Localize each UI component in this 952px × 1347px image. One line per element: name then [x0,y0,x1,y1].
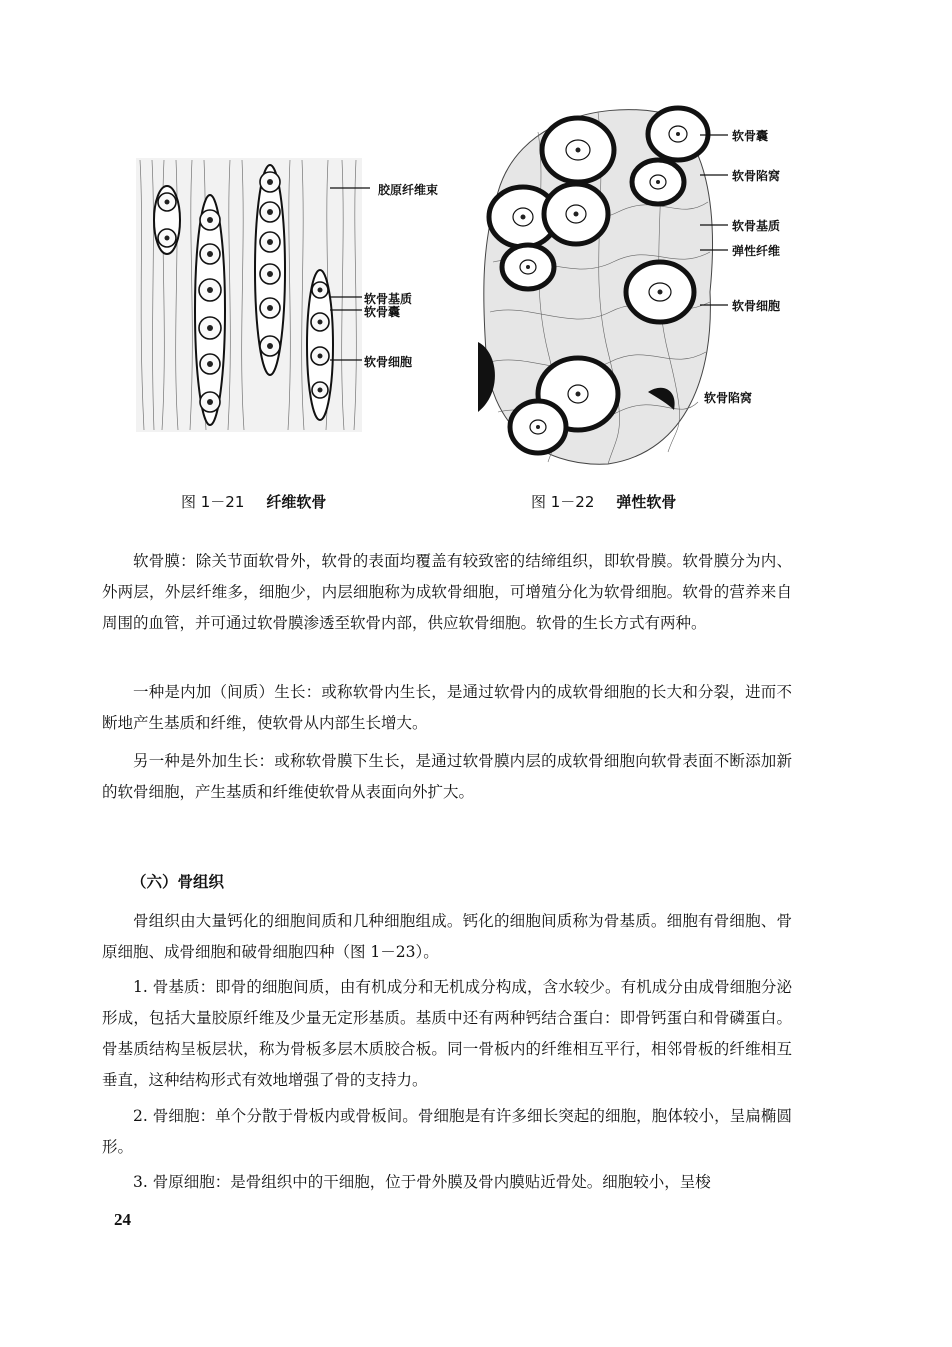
page-number: 24 [114,1210,131,1229]
label-lacuna-2: 软骨陷窝 [704,391,753,405]
label-cartilage-matrix-2: 软骨基质 [732,219,781,233]
figure-1-21-leader-lines [330,180,380,370]
label-elastic-fiber: 弹性纤维 [732,244,781,258]
label-cartilage-capsule-2: 软骨囊 [732,129,769,143]
figure-elastic-cartilage-drawing [478,92,718,472]
paragraph-bone-matrix: 1. 骨基质：即骨的细胞间质，由有机成分和无机成分构成，含水较少。有机成分由成骨细胞分泌形成，包括大量胶原纤维及少量无定形基质。基质中还有两种钙结合蛋白：即骨钙蛋白和骨磷蛋白。骨基质结构呈板层状，称为骨板多层木质胶合板。同一骨板内的纤维相互平行，相邻骨板的纤维相互垂直，这种结构形式有效地增强了骨的支持力。 [102,978,792,1089]
label-chondrocyte: 软骨细胞 [364,355,413,369]
figure-1-22-number: 图 1－22 [531,493,595,511]
figure-1-21-number: 图 1－21 [181,493,245,511]
figure-1-22-caption [531,491,676,512]
paragraph-osteocyte: 2. 骨细胞：单个分散于骨板内或骨板间。骨细胞是有许多细长突起的细胞，胞体较小，呈扁椭圆形。 [102,1107,792,1156]
section-heading: （六）骨组织 [131,873,225,891]
label-lacuna: 软骨陷窝 [732,169,781,183]
figure-1-22-leader-lines [700,125,732,415]
paragraph-interstitial-growth: 一种是内加（间质）生长：或称软骨内生长，是通过软骨内的成软骨细胞的长大和分裂，进而不断地产生基质和纤维，使软骨从内部生长增大。 [102,683,792,732]
label-collagen-bundle: 胶原纤维束 [378,183,439,197]
label-chondrocyte-2: 软骨细胞 [732,299,781,313]
figure-1-22-title: 弹性软骨 [616,493,677,511]
figure-1-21-title: 纤维软骨 [266,493,327,511]
paragraph-bone-tissue-intro: 骨组织由大量钙化的细胞间质和几种细胞组成。钙化的细胞间质称为骨基质。细胞有骨细胞、骨原细胞、成骨细胞和破骨细胞四种（图 1－23）。 [102,912,792,961]
paragraph-perichondrium: 软骨膜：除关节面软骨外，软骨的表面均覆盖有较致密的结缔组织，即软骨膜。软骨膜分为内、外两层，外层纤维多，细胞少，内层细胞称为成软骨细胞，可增殖分化为软骨细胞。软骨的营养来自周围的血管，并可通过软骨膜渗透至软骨内部，供应软骨细胞。软骨的生长方式有两种。 [102,552,792,632]
figure-1-21-caption [181,491,326,512]
paragraph-appositional-growth: 另一种是外加生长：或称软骨膜下生长，是通过软骨膜内层的成软骨细胞向软骨表面不断添加新的软骨细胞，产生基质和纤维使软骨从表面向外扩大。 [102,752,792,801]
label-cartilage-matrix: 软骨基质 [364,292,413,306]
paragraph-osteoprogenitor: 3. 骨原细胞：是骨组织中的干细胞，位于骨外膜及骨内膜贴近骨处。细胞较小，呈梭 [133,1173,711,1191]
label-cartilage-capsule: 软骨囊 [364,305,401,319]
